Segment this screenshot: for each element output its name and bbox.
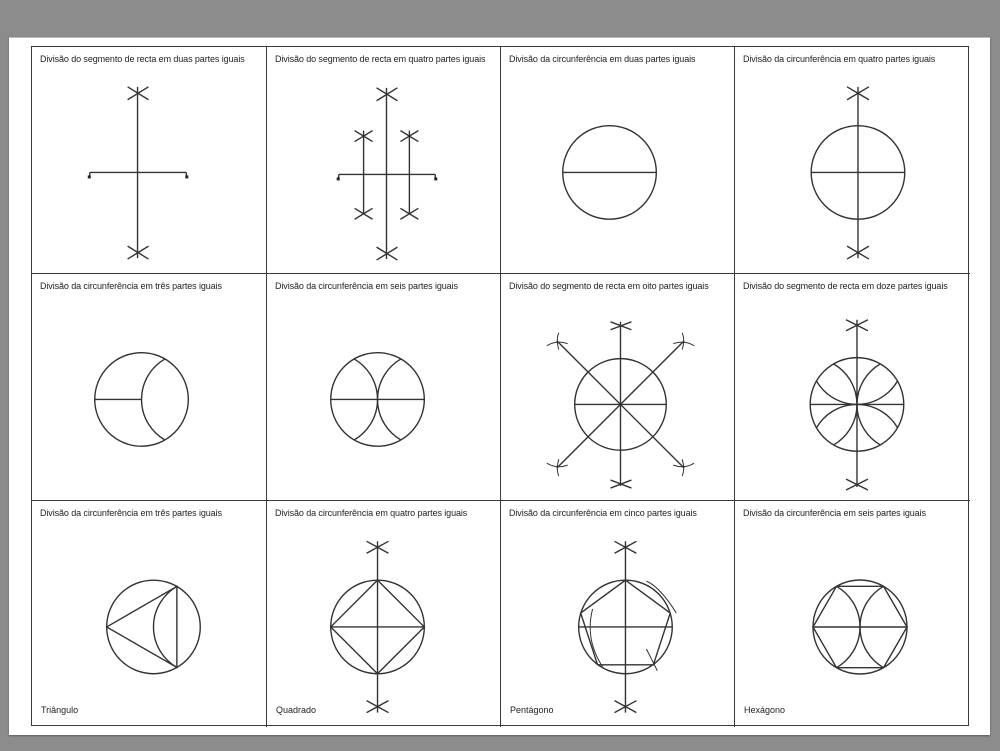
- circle-twelfths-figure: [735, 274, 970, 500]
- circle-quarters-figure: [735, 47, 970, 273]
- panel-title: Divisão do segmento de recta em doze partes iguais: [743, 281, 948, 291]
- panel-title: Divisão da circunferência em duas partes iguais: [509, 54, 696, 64]
- panel-title: Divisão do segmento de recta em oito partes iguais: [509, 281, 709, 291]
- panel-title: Divisão da circunferência em três partes iguais: [40, 508, 222, 518]
- inscribed-pentagon-figure: [501, 501, 734, 727]
- panel-title: Divisão do segmento de recta em duas partes iguais: [40, 54, 245, 64]
- panel-title: Divisão da circunferência em três partes iguais: [40, 281, 222, 291]
- inscribed-square-figure: [267, 501, 500, 727]
- panel-title: Divisão da circunferência em quatro partes iguais: [275, 508, 468, 518]
- panel-segment-two-parts: [32, 47, 267, 274]
- circle-eighths-figure: [501, 274, 734, 500]
- segment-quarter-figure: [267, 47, 500, 273]
- panel-circle-four-parts: [735, 47, 970, 274]
- panel-circle-eight-parts: [501, 274, 735, 501]
- panel-segment-four-parts: [267, 47, 501, 274]
- drawing-sheet: [9, 37, 990, 735]
- figure-caption: Pentágono: [510, 705, 554, 715]
- panel-circle-twelve-parts: [735, 274, 970, 501]
- panel-circle-three-parts: [32, 274, 267, 501]
- circle-halves-figure: [501, 47, 734, 273]
- panel-title: Divisão do segmento de recta em quatro partes iguais: [275, 54, 486, 64]
- circle-sixths-figure: [267, 274, 500, 500]
- panel-triangle: [32, 501, 267, 727]
- segment-bisection-figure: [32, 47, 266, 273]
- panel-circle-six-parts: [267, 274, 501, 501]
- panel-title: Divisão da circunferência em seis partes iguais: [743, 508, 926, 518]
- panel-hexagon: [735, 501, 970, 727]
- circle-thirds-figure: [32, 274, 266, 500]
- panel-grid: [31, 46, 969, 726]
- panel-title: Divisão da circunferência em quatro partes iguais: [743, 54, 936, 64]
- inscribed-triangle-figure: [32, 501, 266, 727]
- panel-square: [267, 501, 501, 727]
- inscribed-hexagon-figure: [735, 501, 970, 727]
- figure-caption: Triângulo: [41, 705, 79, 715]
- panel-title: Divisão da circunferência em cinco partes iguais: [509, 508, 697, 518]
- figure-caption: Quadrado: [276, 705, 317, 715]
- panel-pentagon: [501, 501, 735, 727]
- figure-caption: Hexágono: [744, 705, 786, 715]
- panel-title: Divisão da circunferência em seis partes iguais: [275, 281, 458, 291]
- panel-circle-two-parts: [501, 47, 735, 274]
